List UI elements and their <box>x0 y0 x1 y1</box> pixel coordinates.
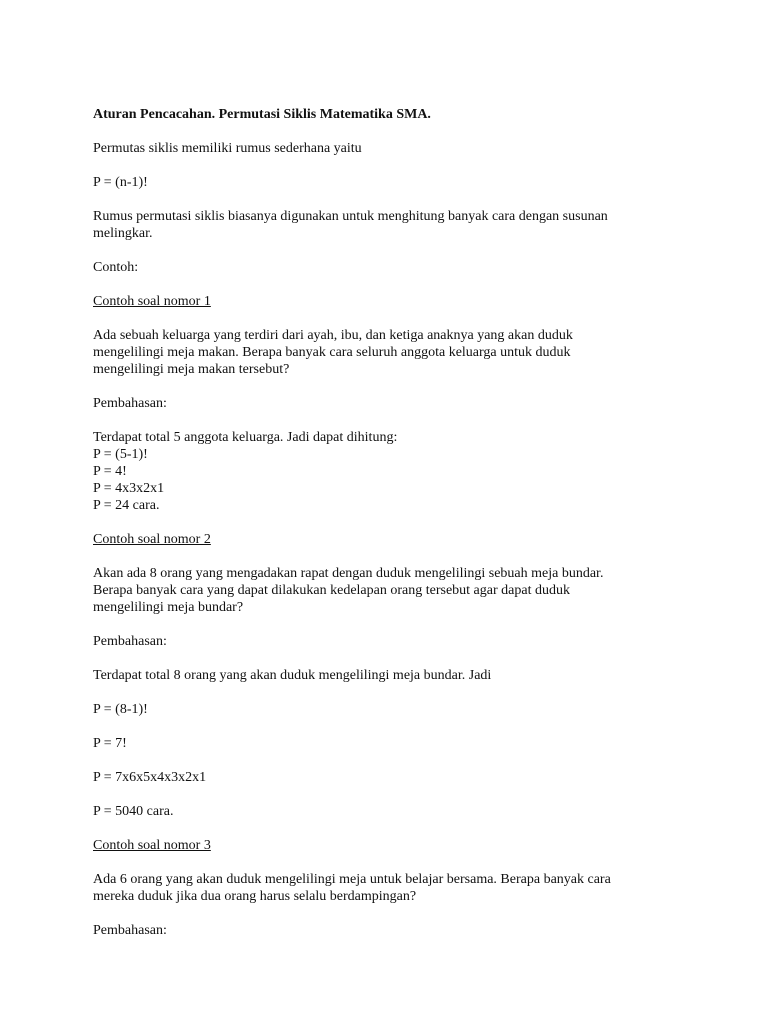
blank-line <box>93 310 693 327</box>
example1-solution-line: P = (5-1)! <box>93 447 148 462</box>
example2-solution-line: Terdapat total 8 orang yang akan duduk mengelilingi meja bundar. Jadi <box>93 668 492 683</box>
blank-line <box>93 548 693 565</box>
example2-solution-line: P = 7! <box>93 736 127 751</box>
blank-line <box>93 123 693 140</box>
example2-question-line: mengelilingi meja bundar? <box>93 600 244 615</box>
blank-line <box>93 718 693 735</box>
blank-line <box>93 412 693 429</box>
blank-line <box>93 616 693 633</box>
example3-question-line: Ada 6 orang yang akan duduk mengelilingi meja untuk belajar bersama. Berapa banyak cara <box>93 872 611 887</box>
blank-line <box>93 242 693 259</box>
example1-solution-label: Pembahasan: <box>93 396 167 411</box>
example1-solution-line: Terdapat total 5 anggota keluarga. Jadi dapat dihitung: <box>93 430 398 445</box>
example1-question-line: mengelilingi meja makan tersebut? <box>93 362 290 377</box>
examples-label: Contoh: <box>93 260 139 275</box>
blank-line <box>93 378 693 395</box>
document-body <box>93 106 693 939</box>
formula-text: P = (n-1)! <box>93 175 148 190</box>
example1-solution-line: P = 4! <box>93 464 127 479</box>
blank-line <box>93 276 693 293</box>
blank-line <box>93 157 693 174</box>
blank-line <box>93 905 693 922</box>
example2-question-line: Akan ada 8 orang yang mengadakan rapat dengan duduk mengelilingi sebuah meja bundar. <box>93 566 604 581</box>
example2-solution-line: P = 7x6x5x4x3x2x1 <box>93 770 207 785</box>
example1-solution-line: P = 4x3x2x1 <box>93 481 165 496</box>
example3-heading: Contoh soal nomor 3 <box>93 838 211 853</box>
blank-line <box>93 650 693 667</box>
example3-solution-label: Pembahasan: <box>93 923 167 938</box>
example2-solution-line: P = (8-1)! <box>93 702 148 717</box>
blank-line <box>93 684 693 701</box>
document-title: Aturan Pencacahan. Permutasi Siklis Matematika SMA. <box>93 107 431 122</box>
blank-line <box>93 191 693 208</box>
example2-solution-line: P = 5040 cara. <box>93 804 174 819</box>
blank-line <box>93 786 693 803</box>
example2-question-line: Berapa banyak cara yang dapat dilakukan kedelapan orang tersebut agar dapat duduk <box>93 583 570 598</box>
example1-question-line: mengelilingi meja makan. Berapa banyak cara seluruh anggota keluarga untuk duduk <box>93 345 571 360</box>
blank-line <box>93 820 693 837</box>
example2-solution-label: Pembahasan: <box>93 634 167 649</box>
example2-heading: Contoh soal nomor 2 <box>93 532 211 547</box>
blank-line <box>93 854 693 871</box>
example1-solution-line: P = 24 cara. <box>93 498 160 513</box>
example1-question-line: Ada sebuah keluarga yang terdiri dari ayah, ibu, dan ketiga anaknya yang akan duduk <box>93 328 573 343</box>
description-line: Rumus permutasi siklis biasanya digunakan untuk menghitung banyak cara dengan susunan <box>93 209 608 224</box>
description-line: melingkar. <box>93 226 153 241</box>
intro-text: Permutas siklis memiliki rumus sederhana yaitu <box>93 141 362 156</box>
example1-heading: Contoh soal nomor 1 <box>93 294 211 309</box>
example3-question-line: mereka duduk jika dua orang harus selalu berdampingan? <box>93 889 417 904</box>
blank-line <box>93 514 693 531</box>
blank-line <box>93 752 693 769</box>
